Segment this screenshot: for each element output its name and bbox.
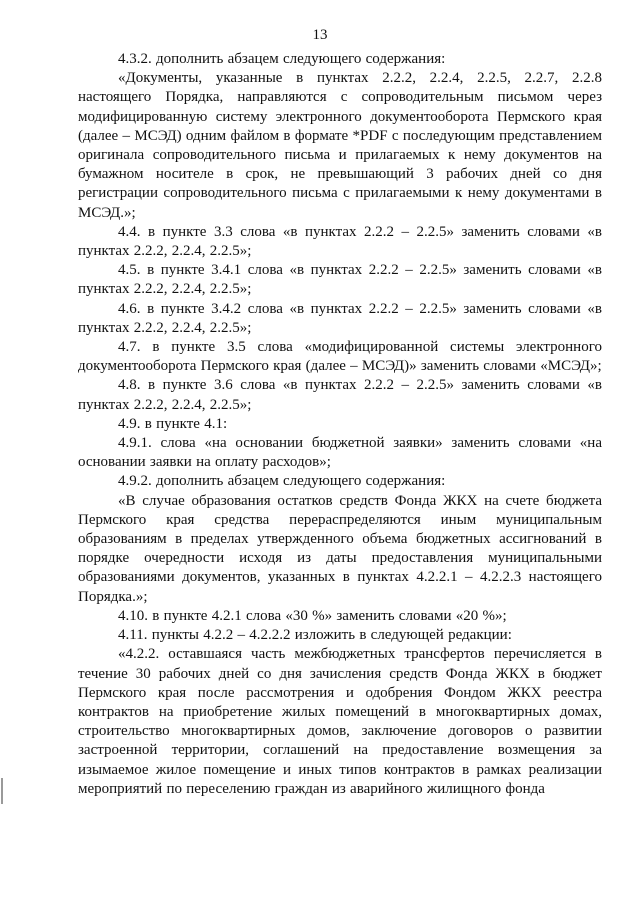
paragraph-4-3-2: 4.3.2. дополнить абзацем следующего содержания: — [118, 51, 446, 67]
paragraph-4-10: 4.10. в пункте 4.2.1 слова «30 %» заменить словами «20 %»; — [118, 607, 507, 624]
paragraph-4-6: 4.6. в пункте 3.4.2 слова «в пунктах 2.2.2 – 2.2.5» заменить словами «в пунктах 2.2.2, 2.2.4, 2.2.5»; — [78, 300, 602, 336]
page-number: 13 — [312, 27, 328, 43]
scan-edge-mark — [1, 778, 3, 804]
paragraph-4-4: 4.4. в пункте 3.3 слова «в пунктах 2.2.2 – 2.2.5» заменить словами «в пунктах 2.2.2, 2.2.4, 2.2.5»; — [78, 223, 602, 260]
document-body — [78, 50, 602, 799]
paragraph-4-9: 4.9. в пункте 4.1: — [118, 415, 228, 432]
paragraph-fund-remainder: «В случае образования остатков средств Фонда ЖКХ на счете бюджета Пермского края средства перераспределяются иным муниципальным образованиям в пределах утвержденного объема бюджетных ассигнований в порядке очередности исходя из даты предоставления муниципальными образованиями документов, указанных в пунктах 4.2.2.1 – 4.2.2.3 настоящего Порядка.»; — [78, 492, 602, 605]
paragraph-documents-msed: «Документы, указанные в пунктах 2.2.2, 2.2.4, 2.2.5, 2.2.7, 2.2.8 настоящего Порядка, направляются с сопроводительным письмом через модифицированную систему электронного документооборота Пермского края (далее – МСЭД) одним файлом в формате *PDF с последующим представлением оригинала сопроводительного письма и прилагаемых к нему документов на бумажном носителе в срок, не превышающий 3 рабочих дней со дня регистрации сопроводительного письма с прилагаемыми к нему документами в МСЭД.»; — [78, 70, 602, 221]
paragraph-4-2-2: «4.2.2. оставшаяся часть межбюджетных трансфертов перечисляется в течение 30 рабочих дней со дня зачисления средств Фонда ЖКХ в бюджет Пермского края после рассмотрения и одобрения Фондом ЖКХ реестра контрактов на приобретение жилых помещений в многоквартирных домах, строительство многоквартирных домов, заключение договоров о развитии застроенной территории, соглашений на предоставление возмещения за изымаемое жилое помещение и иных типов контрактов в рамках реализации мероприятий по переселению граждан из аварийного жилищного фонда — [78, 646, 602, 797]
paragraph-4-9-2: 4.9.2. дополнить абзацем следующего содержания: — [118, 473, 446, 490]
paragraph-4-5: 4.5. в пункте 3.4.1 слова «в пунктах 2.2.2 – 2.2.5» заменить словами «в пунктах 2.2.2, 2.2.4, 2.2.5»; — [78, 262, 602, 298]
paragraph-4-11: 4.11. пункты 4.2.2 – 4.2.2.2 изложить в следующей редакции: — [118, 627, 512, 644]
paragraph-4-8: 4.8. в пункте 3.6 слова «в пунктах 2.2.2 – 2.2.5» заменить словами «в пунктах 2.2.2, 2.2.4, 2.2.5»; — [78, 377, 602, 413]
paragraph-4-7: 4.7. в пункте 3.5 слова «модифицированной системы электронного документооборота Пермского края (далее – МСЭД)» заменить словами «МСЭД»; — [78, 339, 602, 375]
paragraph-4-9-1: 4.9.1. слова «на основании бюджетной заявки» заменить словами «на основании заявки на оплату расходов»; — [78, 435, 602, 471]
